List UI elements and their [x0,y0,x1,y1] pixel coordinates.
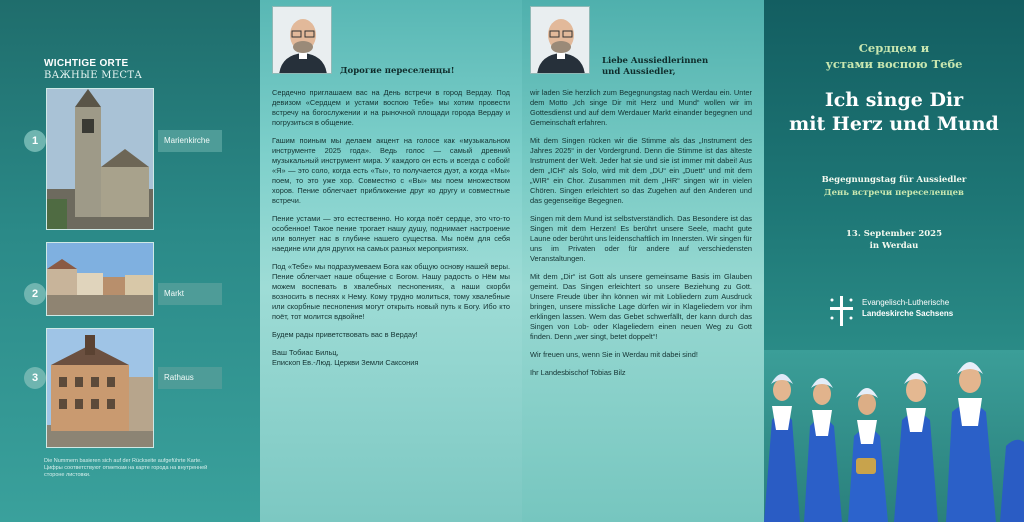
letter-paragraph: Wir freuen uns, wenn Sie in Werdau mit dabei sind! [530,350,698,359]
places-heading-de: WICHTIGE ORTE [44,58,129,69]
church-name-line-1: Evangelisch-Lutherische [862,298,950,307]
bishop-portrait [530,6,590,74]
event-date [764,228,1024,252]
german-letter-panel [522,0,764,522]
church-name [862,297,953,319]
subtitle-ru [764,40,1024,72]
event-date-line-2: in Werdau [869,241,919,251]
signature-de: Ihr Landesbischof Tobias Bilz [530,368,626,377]
russian-letter-panel [260,0,522,522]
markt-photo [46,242,154,316]
signature-title: Епископ Ев.-Люд. Церкви Земли Саксония [272,358,419,367]
event-date-line-1: 13. September 2025 [845,229,942,239]
letter-greeting-ru: Дорогие переселенцы! [340,66,455,76]
rathaus-photo [46,328,154,448]
letter-paragraph: Singen mit dem Mund ist selbstverständlich. Das Besondere ist das Singen mit dem Herzen! Es berührt unsere Seele, macht gute Laune oder berührt uns leidenschaftlich im Innersten. Wir singen für uns im Privaten oder für andere auf verschiedensten Veranstaltungen. [530,214,752,263]
church-name-line-2: Landeskirche Sachsens [862,309,954,318]
letter-paragraph: Mit dem „Dir“ ist Gott als unsere gemeinsame Basis im Glauben gemeint. Das Singen erleichtert so unsere Beziehung zu Gott. Unsere Freude über ihn können wir mit Lobliedern zum Ausdruck bringen, unsere missliche Lage dürfen wir in Klageliedern vor ihm erklingen lassen. Wem das Gebet schwerfällt, der kann durch das Singen von Lob- oder Klageliedern einen neuen Weg zu Gott finden. Denn „wer singt, betet doppelt“! [530,272,752,341]
subtitle-ru-line-2: устами воспою Тебе [825,57,963,71]
place-label-marienkirche: Marienkirche [158,130,222,152]
letter-paragraph: Под «Тебе» мы подразумеваем Бога как общую основу нашей веры. Пение облегчает наше общение с Богом. Нашу радость о Нём мы можем воспевать в хвалебных песнопениях, а наши скорби возносить в песнях к Нему. Кому трудно молиться, тому хвалебные или скорбные песнопения могут открыть новый путь к Богу. Ибо кто поёт, тот молится вдвойне! [272,262,510,321]
map-note: Die Nummern basieren sich auf der Rückseite aufgeführte Karte. Цифры соответствуют отметкам на карте города на внутренней стороне листовки. [44,458,208,478]
letter-paragraph: Сердечно приглашаем вас на День встречи в город Вердау. Под девизом «Сердцем и устами воспою Тебе» мы хотим провести встречу на богослужении и на рыночной площади города Вердау и погрузиться в общение. [272,88,510,127]
title-line-2: mit Herz und Mund [789,113,999,135]
main-title [764,88,1024,136]
place-number-2: 2 [24,283,46,305]
letter-paragraph: Будем рады приветствовать вас в Вердау! [272,330,418,339]
places-panel [0,0,260,522]
places-heading-ru: ВАЖНЫЕ МЕСТА [44,70,143,81]
letter-body-de [530,88,752,378]
cover-panel [764,0,1024,522]
letter-paragraph: Гашим поиным мы делаем акцент на голосе как «музыкальном инструменте 2025 года». Ведь голос — самый древний музыкальный инструмент мира. У каждого он есть и всегда с собой! «Я» — это соло, когда есть «Ты», то получается дуэт, а когда «Мы» поем, то это уже хор. Совместно с «Вы» мы поем множеством хоров. Пение облегчает приближение друг ко другу и совместные встречи. [272,136,510,205]
letter-body-ru [272,88,510,368]
place-number-1: 1 [24,130,46,152]
letter-paragraph: wir laden Sie herzlich zum Begegnungstag nach Werdau ein. Unter dem Motto „Ich singe Dir mit Herz und Mund“ wollen wir im Gottesdienst und auf dem Werdauer Markt einander begegnen und Gemeinschaft erfahren. [530,88,752,127]
letter-greeting-de [602,56,708,78]
greeting-line-2: und Aussiedler, [602,67,676,77]
event-name-ru: День встречи переселенцев [824,188,964,198]
letter-paragraph: Mit dem Singen rücken wir die Stimme als das „Instrument des Jahres 2025“ in der Vordergrund. Denn die Stimme ist das älteste Instrument der Welt. Jeder hat sie und sie ist immer mit dabei! Aus dem „ICH“ als Solo, wird mit dem „DU“ ein „Duett“ und mit dem „WIR“ ein Chor. Zusammen mit dem „IHR“ singen wir in vielen Chören. Singen erleichtert so das Zugehen auf den Anderen und das gegenseitige Begegnen. [530,136,752,205]
title-line-1: Ich singe Dir [824,89,964,111]
event-name-de: Begegnungstag für Aussiedler [821,175,967,185]
place-label-rathaus: Rathaus [158,367,222,389]
subtitle-ru-line-1: Сердцем и [858,41,930,55]
place-label-markt: Markt [158,283,222,305]
letter-paragraph: Пение устами — это естественно. Но когда поёт сердце, это что-то особенное! Такое пение трогает нашу душу, поднимает настроение или волнует нас в глубине нашего существа. Мы поём для себя наедине или для других на самых разных мероприятиях. [272,214,510,253]
greeting-line-1: Liebe Aussiedlerinnen [602,56,709,66]
bishop-portrait [272,6,332,74]
marienkirche-photo [46,88,154,230]
place-number-3: 3 [24,367,46,389]
signature-name: Ваш Тобиас Бильц, [272,348,339,357]
choir-singers-photo [764,350,1024,522]
